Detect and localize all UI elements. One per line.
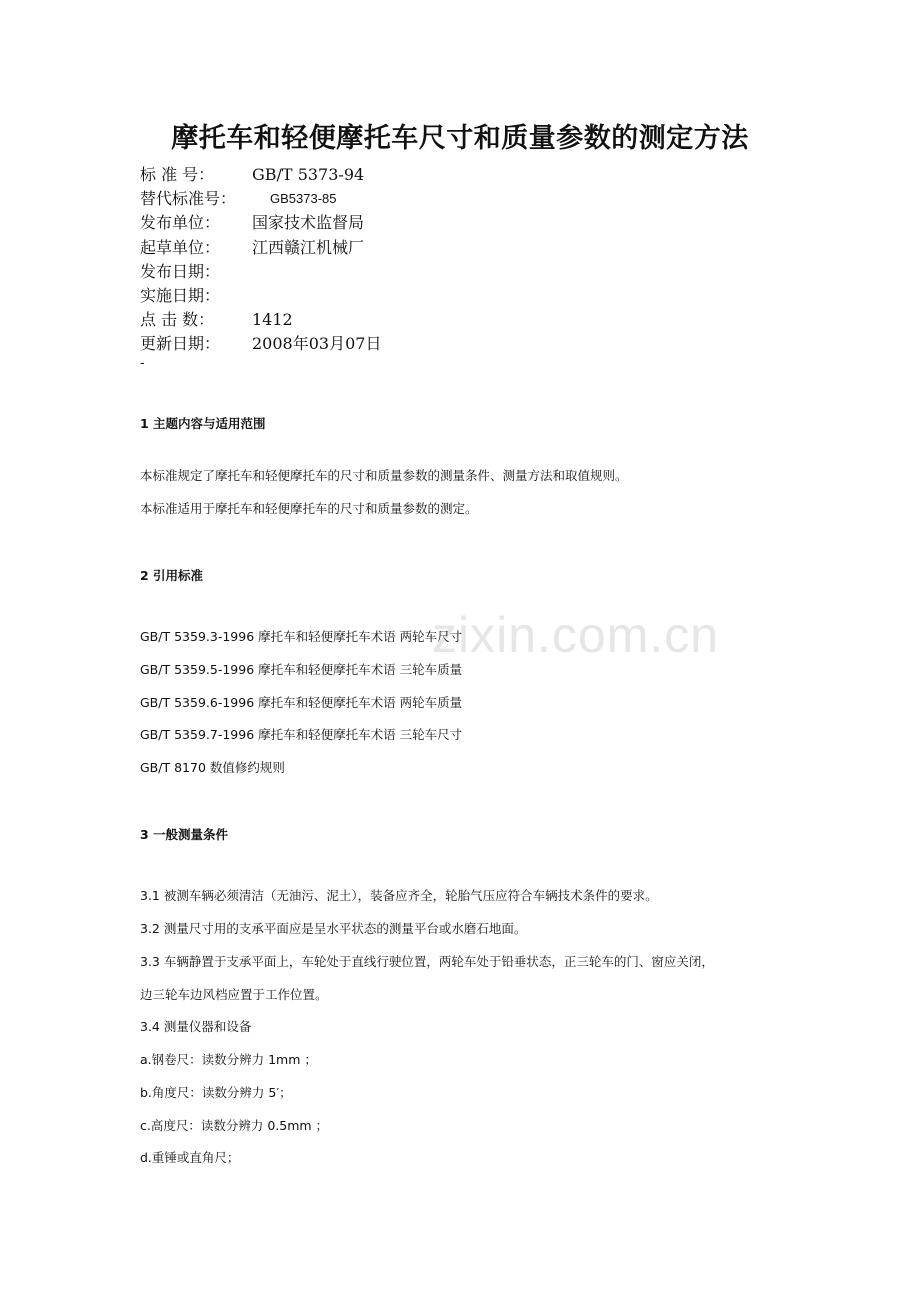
meta-value: 2008年03月07日	[252, 334, 382, 353]
meta-label: 更新日期：	[140, 334, 221, 353]
meta-issuing-body	[140, 210, 364, 234]
watermark: zixin.com.cn	[432, 607, 720, 663]
list-item: d.重锤或直角尺；	[140, 1150, 240, 1165]
meta-replaced-standard	[140, 186, 337, 210]
meta-click-count	[140, 307, 293, 331]
meta-effective-date	[140, 283, 252, 307]
meta-value: 江西赣江机械厂	[252, 238, 365, 257]
paragraph: 边三轮车边风档应置于工作位置。	[140, 987, 328, 1002]
reference-item: GB/T 5359.5-1996 摩托车和轻便摩托车术语 三轮车质量	[140, 662, 463, 677]
meta-label: 起草单位：	[140, 238, 221, 257]
meta-label: 替代标准号：	[140, 189, 237, 208]
list-item: c.高度尺：读数分辨力 0.5mm ；	[140, 1118, 329, 1133]
paragraph: 本标准规定了摩托车和轻便摩托车的尺寸和质量参数的测量条件、测量方法和取值规则。	[140, 468, 628, 483]
reference-item: GB/T 8170 数值修约规则	[140, 760, 285, 775]
document-title: 摩托车和轻便摩托车尺寸和质量参数的测定方法	[171, 123, 749, 154]
meta-value: GB5373-85	[270, 191, 337, 206]
meta-update-date	[140, 331, 381, 355]
meta-label: 点 击 数：	[140, 310, 215, 329]
paragraph: 本标准适用于摩托车和轻便摩托车的尺寸和质量参数的测定。	[140, 501, 478, 516]
section-heading: 2 引用标准	[140, 568, 204, 583]
section-heading: 3 一般测量条件	[140, 827, 229, 842]
reference-item: GB/T 5359.7-1996 摩托车和轻便摩托车术语 三轮车尺寸	[140, 727, 463, 742]
reference-item: GB/T 5359.3-1996 摩托车和轻便摩托车术语 两轮车尺寸	[140, 629, 463, 644]
meta-label: 发布日期：	[140, 262, 221, 281]
paragraph: 3.1 被测车辆必须清洁（无油污、泥土），装备应齐全，轮胎气压应符合车辆技术条件的要求。	[140, 888, 658, 903]
paragraph: 3.4 测量仪器和设备	[140, 1019, 252, 1034]
meta-standard-number	[140, 162, 364, 186]
paragraph: 3.3 车辆静置于支承平面上，车轮处于直线行驶位置，两轮车处于铅垂状态，正三轮车的门、窗应关闭，	[140, 954, 714, 969]
meta-value: GB/T 5373-94	[252, 165, 365, 184]
meta-label: 发布单位：	[140, 213, 221, 232]
meta-value: 国家技术监督局	[252, 213, 365, 232]
list-item: a.钢卷尺：读数分辨力 1mm ；	[140, 1052, 317, 1067]
list-item: b.角度尺：读数分辨力 5′；	[140, 1085, 292, 1100]
meta-value: 1412	[252, 310, 293, 329]
meta-label: 实施日期：	[140, 286, 221, 305]
reference-item: GB/T 5359.6-1996 摩托车和轻便摩托车术语 两轮车质量	[140, 695, 463, 710]
meta-issue-date	[140, 259, 252, 283]
separator: -	[140, 356, 145, 371]
section-heading: 1 主题内容与适用范围	[140, 416, 266, 431]
meta-label: 标 准 号：	[140, 165, 215, 184]
paragraph: 3.2 测量尺寸用的支承平面应是呈水平状态的测量平台或水磨石地面。	[140, 921, 527, 936]
meta-drafting-unit	[140, 235, 364, 259]
